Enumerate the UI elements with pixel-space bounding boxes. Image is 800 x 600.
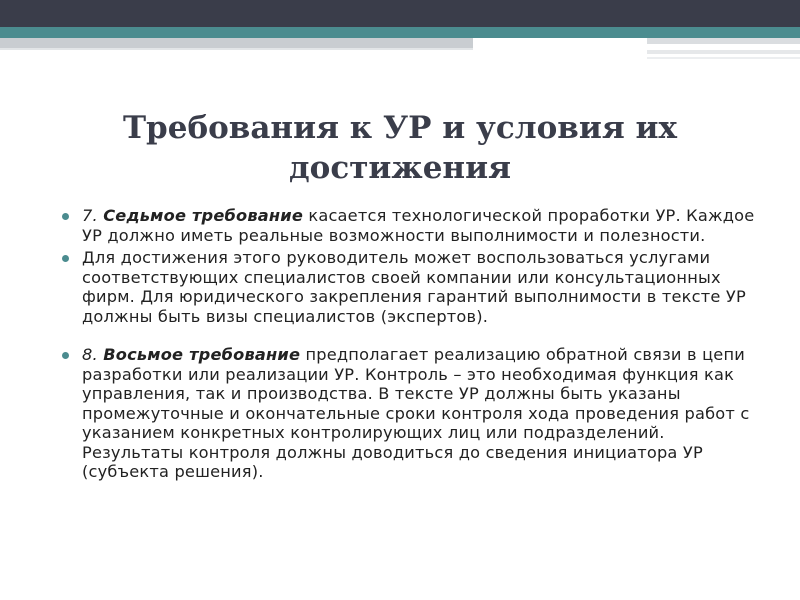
bullet-dot-icon <box>62 255 69 262</box>
paragraph-text: Для достижения этого руководитель может воспользоваться услугами соответствующих специалистов своей компании или консультационных фирм. Для юридического закрепления гарантий выполнимости в тексте УР должны быть визы специалистов (экспертов). <box>82 248 746 326</box>
slide-title-line2: достижения <box>288 150 512 186</box>
item-number: 8. <box>82 345 98 364</box>
accent-band <box>0 27 800 38</box>
slide-title <box>40 108 760 188</box>
item-number: 7. <box>82 206 98 225</box>
requirement-term: Седьмое требование <box>103 206 303 225</box>
slide-title-line1: Требования к УР и условия их <box>122 110 677 146</box>
spacer <box>62 326 762 345</box>
slide-body <box>62 206 762 482</box>
paragraph-text: предполагает реализацию обратной связи в цепи разработки или реализации УР. Контроль – это необходимая функция как управления, так и производства. В тексте УР должны быть указаны промежуточные и окончательные сроки контроля хода проведения работ с указанием конкретных контролирующих лиц или подразделений. Результаты контроля должны доводиться до сведения инициатора УР (субъекта решения). <box>82 345 750 481</box>
bullet-dot-icon <box>62 213 69 220</box>
requirement-term: Восьмое требование <box>103 345 301 364</box>
bullet-paragraph <box>62 248 762 326</box>
bullet-paragraph <box>62 345 762 482</box>
paragraph-text: касается технологической проработки УР. Каждое УР должно иметь реальные возможности выполнимости и полезности. <box>82 206 755 245</box>
decor-line-left <box>0 48 473 50</box>
decor-band-left <box>0 38 473 48</box>
decor-line-right <box>647 50 800 54</box>
bullet-dot-icon <box>62 352 69 359</box>
decor-line-right <box>647 57 800 59</box>
top-bar <box>0 0 800 27</box>
bullet-paragraph <box>62 206 762 245</box>
decor-band-right <box>647 38 800 44</box>
